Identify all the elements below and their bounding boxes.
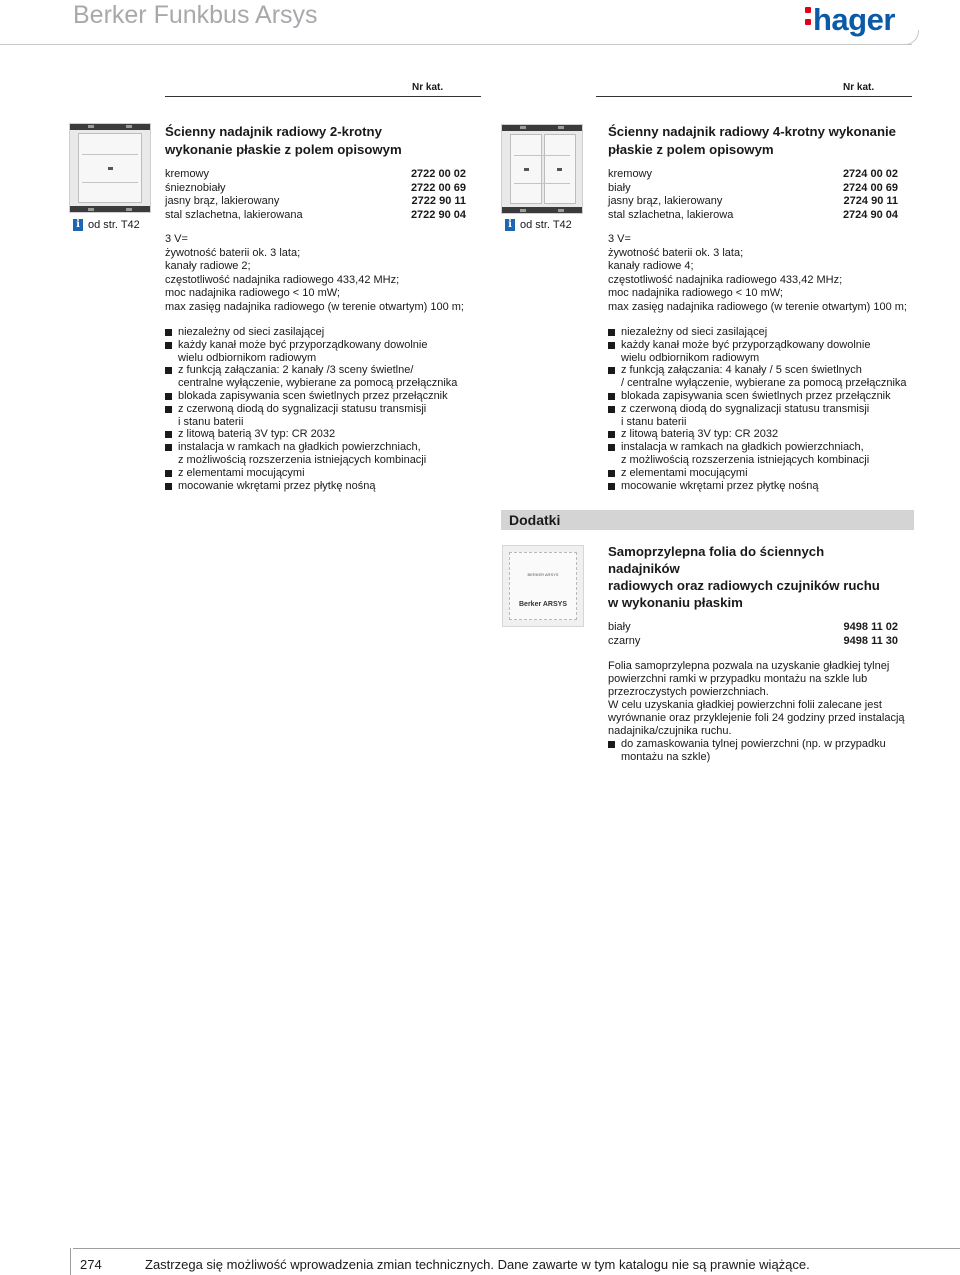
logo-text: hager xyxy=(813,2,895,37)
feature-item: montażu na szkle) xyxy=(621,750,711,763)
feature-item: każdy kanał może być przyporządkowany dowolnie xyxy=(608,339,898,352)
info-icon: i xyxy=(505,219,515,231)
product-image-4gang xyxy=(501,124,583,214)
nr-kat-right: Nr kat. xyxy=(843,82,875,93)
title-line: wykonanie płaskie z polem opisowym xyxy=(165,142,402,157)
feature-item: wielu odbiornikom radiowym xyxy=(621,351,760,364)
feature-list xyxy=(608,326,907,492)
section-label-dodatki: Dodatki xyxy=(509,512,561,528)
product-left-block xyxy=(165,123,466,492)
variant-row: śnieznobiały 2722 00 69 xyxy=(165,181,466,194)
feature-list xyxy=(165,326,466,492)
feature-item: wielu odbiornikom radiowym xyxy=(178,351,317,364)
product-title xyxy=(165,123,466,159)
feature-item: i stanu baterii xyxy=(178,415,244,428)
header-title: Berker Funkbus Arsys xyxy=(73,1,318,29)
spec-list: 3 V= żywotność baterii ok. 3 lata; kanały radiowe 4; częstotliwość nadajnika radiowego 433,42 MHz; moc nadajnika radiowego < 10 mW; max zasięg nadajnika radiowego (w terenie otwartym) 100 m; xyxy=(608,233,907,313)
feature-item: mocowanie wkrętami przez płytkę nośną xyxy=(608,480,898,493)
feature-item: blokada zapisywania scen świetlnych przez przełącznik xyxy=(608,390,898,403)
feature-list xyxy=(608,738,898,764)
feature-item: z elementami mocującymi xyxy=(608,467,898,480)
title-line: płaskie z polem opisowym xyxy=(608,142,774,157)
title-line: w wykonaniu płaskim xyxy=(608,595,743,610)
accessory-title xyxy=(608,543,898,611)
product-title xyxy=(608,123,898,159)
page-number: 274 xyxy=(80,1257,102,1272)
feature-item: mocowanie wkrętami przez płytkę nośną xyxy=(165,480,466,493)
feature-item: z czerwoną diodą do sygnalizacji statusu transmisji xyxy=(165,403,466,416)
variant-row: kremowy 2722 00 02 xyxy=(165,168,466,180)
feature-item: z funkcją załączania: 4 kanały / 5 scen świetlnych xyxy=(608,364,898,377)
feature-item: instalacja w ramkach na gładkich powierzchniach, xyxy=(608,441,898,454)
variant-row: jasny brąz, lakierowany 2722 90 11 xyxy=(165,195,466,207)
spec-list: 3 V= żywotność baterii ok. 3 lata; kanały radiowe 2; częstotliwość nadajnika radiowego 433,42 MHz; moc nadajnika radiowego < 10 mW; max zasięg nadajnika radiowego (w terenie otwartym) 100 m; xyxy=(165,233,464,313)
info-icon: i xyxy=(73,219,83,231)
title-line: Ścienny nadajnik radiowy 4-krotny wykonanie xyxy=(608,124,897,139)
feature-item: blokada zapisywania scen świetlnych przez przełącznik xyxy=(165,390,466,403)
title-line: Ścienny nadajnik radiowy 2-krotny xyxy=(165,124,382,139)
nr-kat-left: Nr kat. xyxy=(412,82,444,93)
feature-item: każdy kanał może być przyporządkowany dowolnie xyxy=(165,339,466,352)
accessory-foil-image xyxy=(502,545,584,627)
variant-row: stal szlachetna, lakierowa 2724 90 04 xyxy=(608,208,898,221)
feature-item: z możliwością rozszerzenia istniejących kombinacji xyxy=(178,453,427,466)
ref-text: od str. T42 xyxy=(88,219,140,231)
footer-rule xyxy=(73,1248,960,1249)
footer-disclaimer: Zastrzega się możliwość wprowadzenia zmian technicznych. Dane zawarte w tym katalogu nie są prawnie wiążące. xyxy=(145,1257,810,1272)
accessory-description: Folia samoprzylepna pozwala na uzyskanie gładkiej tylnej powierzchni ramki w przypadku montażu na szkle lub przezroczystych powierzchniach. W celu uzyskania gładkiej powierzchni folii zalecane jest wyrównanie oraz przyklejenie foli 24 godziny przed instalacją nadajnika/czujnika ruchu. xyxy=(608,660,905,737)
feature-item: / centralne wyłączenie, wybierane za pomocą przełącznika xyxy=(621,377,907,390)
feature-item: z elementami mocującymi xyxy=(165,467,466,480)
foil-brand-label: Berker ARSYS xyxy=(519,601,567,608)
feature-item: i stanu baterii xyxy=(621,415,687,428)
column-rule-left xyxy=(165,96,481,97)
variant-row: biały 9498 11 02 xyxy=(608,621,898,633)
product-image-2gang xyxy=(69,123,151,213)
feature-item: z litową baterią 3V typ: CR 2032 xyxy=(165,428,466,441)
foil-small-label: BERKER ARSYS xyxy=(527,572,559,577)
feature-item: instalacja w ramkach na gładkich powierzchniach, xyxy=(165,441,466,454)
variant-list xyxy=(608,168,898,222)
variant-row: biały 2724 00 69 xyxy=(608,181,898,194)
header-rule-corner xyxy=(904,30,919,45)
feature-item: centralne wyłączenie, wybierane za pomocą przełącznika xyxy=(178,377,458,390)
feature-item: z czerwoną diodą do sygnalizacji statusu transmisji xyxy=(608,403,898,416)
ref-link-right[interactable] xyxy=(505,219,572,231)
variant-list xyxy=(165,168,466,222)
section-bar-dodatki xyxy=(501,510,914,530)
variant-row: kremowy 2724 00 02 xyxy=(608,168,898,180)
header-rule xyxy=(0,44,912,45)
column-rule-right xyxy=(596,96,912,97)
ref-link-left[interactable] xyxy=(73,219,140,231)
accessory-block xyxy=(608,543,905,764)
variant-row: jasny brąz, lakierowany 2724 90 11 xyxy=(608,195,898,207)
variant-list xyxy=(608,621,898,648)
variant-row: stal szlachetna, lakierowana 2722 90 04 xyxy=(165,208,466,221)
feature-item: z funkcją załączania: 2 kanały /3 sceny świetlne/ xyxy=(165,364,466,377)
feature-item: niezależny od sieci zasilającej xyxy=(165,326,466,339)
logo-dots-icon xyxy=(805,7,811,31)
title-line: radiowych oraz radiowych czujników ruchu xyxy=(608,578,880,593)
product-right-block xyxy=(608,123,907,492)
feature-item: do zamaskowania tylnej powierzchni (np. w przypadku xyxy=(608,738,898,751)
footer-tick xyxy=(70,1248,71,1275)
feature-item: z litową baterią 3V typ: CR 2032 xyxy=(608,428,898,441)
ref-text: od str. T42 xyxy=(520,219,572,231)
variant-row: czarny 9498 11 30 xyxy=(608,634,898,647)
hager-logo xyxy=(805,2,895,38)
title-line: Samoprzylepna folia do ściennych nadajników xyxy=(608,544,825,576)
feature-item: niezależny od sieci zasilającej xyxy=(608,326,898,339)
feature-item: z możliwością rozszerzenia istniejących kombinacji xyxy=(621,453,870,466)
